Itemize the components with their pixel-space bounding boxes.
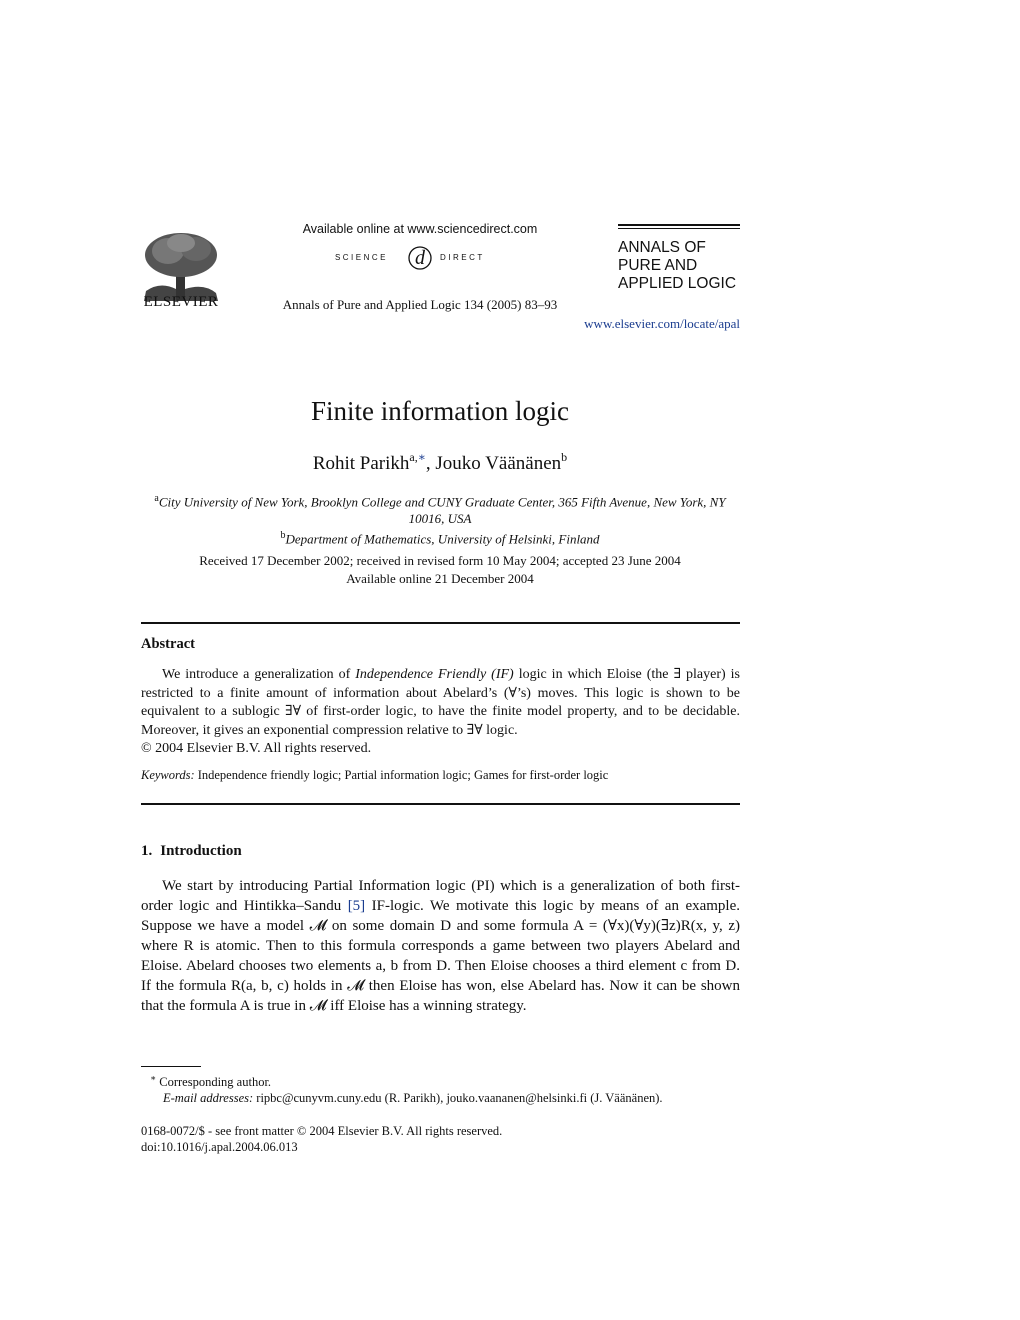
- abstract-body: [141, 666, 740, 740]
- history-dates: [140, 552, 740, 587]
- journal-name-line: APPLIED LOGIC: [618, 275, 737, 292]
- abstract-text: We introduce a generalization of: [162, 667, 356, 682]
- affiliation-text: City University of New York, Brooklyn College and CUNY Graduate Center, 365 Fifth Avenue, New York, NY 10016, USA: [158, 494, 726, 527]
- footnote-star: ∗: [150, 1073, 157, 1083]
- science-direct-at: d: [415, 247, 425, 269]
- affiliation-label: b: [280, 530, 286, 542]
- affiliation-b: [140, 527, 740, 547]
- citation-link[interactable]: [5]: [347, 898, 366, 914]
- legal-info: [141, 1123, 502, 1155]
- corresponding-footnote: [150, 1071, 740, 1091]
- section-number: 1.: [141, 843, 153, 859]
- journal-name: [618, 239, 740, 293]
- science-direct-logo-icon: [300, 242, 540, 272]
- affiliation-text: Department of Mathematics, University of Helsinki, Finland: [285, 531, 600, 547]
- email-footnote: [150, 1091, 740, 1107]
- abstract-text: logic in which Eloise (the ∃ player) is restricted to a finite amount of information about Abelard’s (∀’s) moves. This logic is shown to be equivalent to a sublogic ∃∀ of first-order logic, to have the finite model property, and to be decidable. Moreover, it gives an exponential compression relative to ∃∀ logic.: [141, 667, 741, 738]
- affiliations: [140, 490, 740, 548]
- intro-text: We start by introducing Partial Information logic (PI) which is a generalization of both first-order logic and Hintikka–Sandu: [141, 878, 740, 914]
- available-online-text: Available online at www.sciencedirect.com: [302, 222, 538, 236]
- footnotes: [150, 1071, 740, 1106]
- journal-name-line: ANNALS OF: [618, 239, 706, 256]
- footnote-rule: [141, 1066, 201, 1067]
- abstract-heading: Abstract: [141, 636, 195, 652]
- issn-line: 0168-0072/$ - see front matter © 2004 Elsevier B.V. All rights reserved.: [141, 1124, 503, 1138]
- author-list: [140, 450, 740, 475]
- science-direct-left: SCIENCE: [334, 253, 388, 262]
- abstract-bottom-rule: [141, 803, 740, 805]
- section-title: Introduction: [160, 843, 242, 859]
- section-heading: [141, 843, 242, 860]
- author-name: Jouko Väänänen: [435, 453, 562, 474]
- corresponding-author-link[interactable]: ∗: [417, 450, 426, 464]
- affiliation-label: a: [154, 493, 159, 504]
- journal-name-line: PURE AND: [618, 257, 698, 274]
- keywords-label: Keywords:: [141, 768, 195, 782]
- author-affiliation-mark: a,: [409, 450, 418, 464]
- intro-text: IF-logic. We motivate this logic by means of an example. Suppose we have a model 𝓜 on some domain D and some formula A = (∀x)(∀y)(∃z)R(x, y, z) where R is atomic. Then to this formula corresponds a game between two players Abelard and Eloise. Abelard chooses two elements a, b from D. Then Eloise chooses a third element c from D. If the formula R(a, b, c) holds in 𝓜 then Eloise has won, else Abelard has. Now it can be shown that the formula A is true in 𝓜 iff Eloise has a winning strategy.: [141, 898, 740, 1014]
- abstract-copyright: © 2004 Elsevier B.V. All rights reserved.: [141, 741, 372, 756]
- affiliation-a: [140, 490, 740, 527]
- journal-url-link[interactable]: www.elsevier.com/locate/apal: [584, 316, 740, 331]
- science-direct-right: DIRECT: [440, 253, 485, 262]
- publisher-name: ELSEVIER: [143, 294, 219, 310]
- masthead-rule-thin: [618, 228, 740, 229]
- corresponding-text: Corresponding author.: [159, 1075, 272, 1090]
- paper-title: Finite information logic: [311, 396, 569, 426]
- doi-line[interactable]: doi:10.1016/j.apal.2004.06.013: [141, 1140, 298, 1154]
- author-separator: ,: [425, 453, 436, 474]
- available-date: Available online 21 December 2004: [346, 570, 534, 586]
- introduction-body: [141, 876, 740, 1016]
- received-dates: Received 17 December 2002; received in revised form 10 May 2004; accepted 23 June 2004: [199, 553, 681, 568]
- author-name: Rohit Parikh: [312, 453, 410, 474]
- email-label: E-mail addresses:: [163, 1090, 254, 1105]
- email-addresses[interactable]: ripbc@cunyvm.cuny.edu (R. Parikh), jouko.vaananen@helsinki.fi (J. Väänänen).: [256, 1090, 663, 1105]
- journal-reference: Annals of Pure and Applied Logic 134 (2005) 83–93: [282, 297, 558, 312]
- abstract-top-rule: [141, 622, 740, 624]
- author-affiliation-mark: b: [561, 450, 568, 464]
- keywords: [141, 768, 740, 783]
- masthead-rule-thick: [618, 224, 740, 226]
- abstract-italic-term: Independence Friendly (IF): [355, 667, 514, 682]
- keywords-list: Independence friendly logic; Partial information logic; Games for first-order logic: [197, 768, 609, 782]
- journal-masthead: [618, 224, 740, 293]
